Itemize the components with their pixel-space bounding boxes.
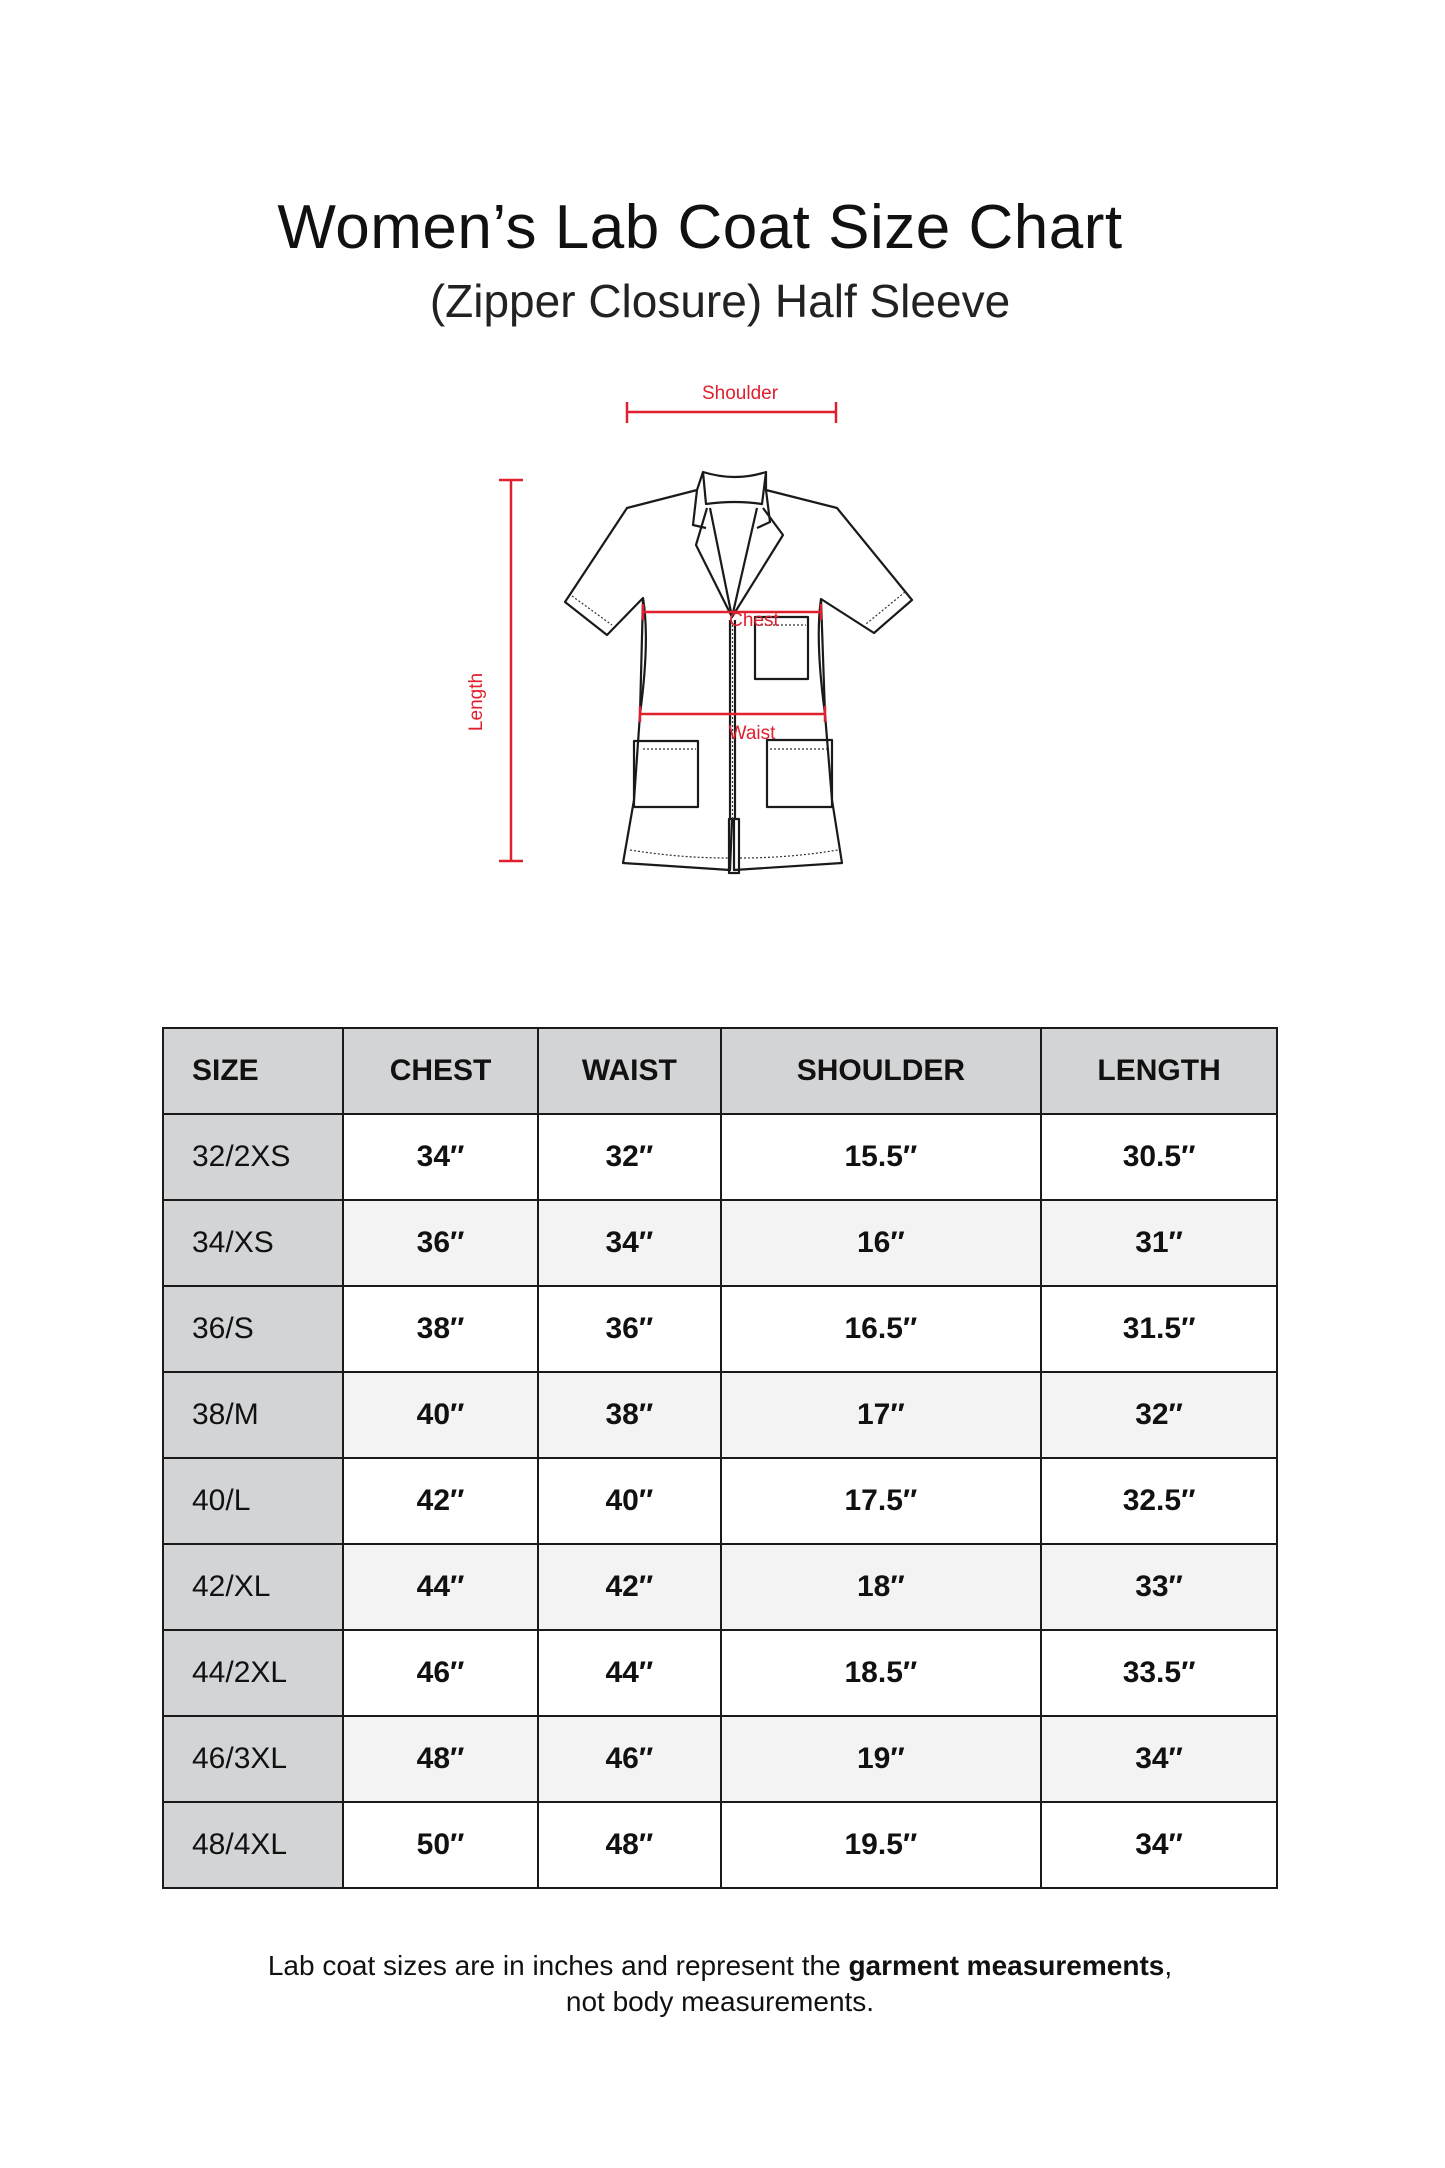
cell-shoulder: 17″: [721, 1372, 1042, 1458]
table-row: [163, 1200, 1277, 1286]
cell-waist: 34″: [538, 1200, 721, 1286]
table-row: [163, 1630, 1277, 1716]
cell-shoulder: 19.5″: [721, 1802, 1042, 1888]
cell-size: 44/2XL: [163, 1630, 343, 1716]
cell-waist: 36″: [538, 1286, 721, 1372]
cell-chest: 38″: [343, 1286, 538, 1372]
cell-chest: 40″: [343, 1372, 538, 1458]
cell-shoulder: 15.5″: [721, 1114, 1042, 1200]
cell-waist: 44″: [538, 1630, 721, 1716]
size-chart-table: [162, 1027, 1278, 1889]
chest-label: Chest: [729, 610, 779, 631]
cell-chest: 36″: [343, 1200, 538, 1286]
cell-length: 33″: [1041, 1544, 1277, 1630]
header-shoulder: SHOULDER: [721, 1028, 1042, 1114]
cell-waist: 42″: [538, 1544, 721, 1630]
cell-chest: 44″: [343, 1544, 538, 1630]
cell-length: 31.5″: [1041, 1286, 1277, 1372]
cell-shoulder: 16″: [721, 1200, 1042, 1286]
cell-length: 32″: [1041, 1372, 1277, 1458]
waist-label: Waist: [728, 723, 776, 744]
cell-waist: 46″: [538, 1716, 721, 1802]
table-row: [163, 1286, 1277, 1372]
cell-size: 42/XL: [163, 1544, 343, 1630]
cell-size: 36/S: [163, 1286, 343, 1372]
cell-waist: 32″: [538, 1114, 721, 1200]
lab-coat-diagram: [0, 0, 1445, 960]
cell-shoulder: 17.5″: [721, 1458, 1042, 1544]
footer-text-line2: not body measurements.: [565, 1986, 875, 2017]
page-title: Women’s Lab Coat Size Chart: [277, 193, 1123, 262]
footer-note: [0, 1948, 1440, 2020]
footer-text: Lab coat sizes are in inches and represent the: [267, 1950, 849, 1981]
cell-chest: 48″: [343, 1716, 538, 1802]
footer-comma: ,: [1164, 1950, 1173, 1981]
table-row: [163, 1114, 1277, 1200]
cell-size: 32/2XS: [163, 1114, 343, 1200]
cell-chest: 50″: [343, 1802, 538, 1888]
cell-size: 34/XS: [163, 1200, 343, 1286]
table-row: [163, 1802, 1277, 1888]
cell-shoulder: 18.5″: [721, 1630, 1042, 1716]
table-row: [163, 1372, 1277, 1458]
cell-length: 34″: [1041, 1716, 1277, 1802]
cell-length: 31″: [1041, 1200, 1277, 1286]
cell-waist: 40″: [538, 1458, 721, 1544]
coat-outline: [565, 472, 912, 873]
cell-size: 46/3XL: [163, 1716, 343, 1802]
table-header-row: [163, 1028, 1277, 1114]
cell-shoulder: 19″: [721, 1716, 1042, 1802]
cell-length: 34″: [1041, 1802, 1277, 1888]
table-row: [163, 1458, 1277, 1544]
page-subtitle: (Zipper Closure) Half Sleeve: [429, 275, 1011, 327]
measurement-lines: [499, 402, 836, 861]
table-row: [163, 1544, 1277, 1630]
table-row: [163, 1716, 1277, 1802]
cell-size: 40/L: [163, 1458, 343, 1544]
cell-chest: 42″: [343, 1458, 538, 1544]
cell-waist: 48″: [538, 1802, 721, 1888]
header-chest: CHEST: [343, 1028, 538, 1114]
cell-size: 48/4XL: [163, 1802, 343, 1888]
footer-bold-text: garment measurements: [848, 1950, 1165, 1981]
cell-chest: 46″: [343, 1630, 538, 1716]
cell-length: 32.5″: [1041, 1458, 1277, 1544]
shoulder-label: Shoulder: [701, 383, 779, 404]
cell-length: 33.5″: [1041, 1630, 1277, 1716]
length-label: Length: [466, 672, 487, 732]
cell-waist: 38″: [538, 1372, 721, 1458]
cell-shoulder: 16.5″: [721, 1286, 1042, 1372]
cell-shoulder: 18″: [721, 1544, 1042, 1630]
cell-chest: 34″: [343, 1114, 538, 1200]
header-length: LENGTH: [1041, 1028, 1277, 1114]
cell-length: 30.5″: [1041, 1114, 1277, 1200]
header-size: SIZE: [163, 1028, 343, 1114]
header-waist: WAIST: [538, 1028, 721, 1114]
cell-size: 38/M: [163, 1372, 343, 1458]
